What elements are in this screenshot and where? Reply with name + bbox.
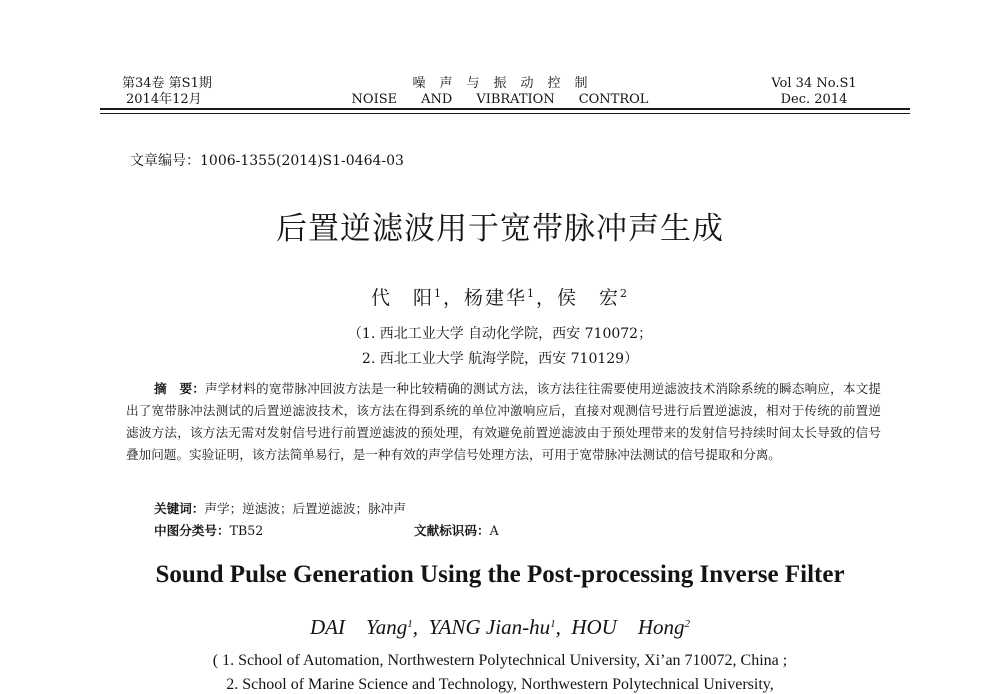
author-name: YANG Jian-hu bbox=[428, 615, 551, 639]
author-affiliation-mark: 1 bbox=[407, 618, 413, 630]
authors-cn: 代 阳$^1$，杨建华$^1$，侯 宏$^2$ bbox=[370, 287, 630, 309]
doc-code-label: 文献标识码： bbox=[414, 523, 490, 538]
clc-value: TB52 bbox=[229, 523, 264, 538]
journal-word: AND bbox=[421, 92, 453, 107]
clc-number bbox=[154, 520, 263, 539]
volume-issue-cn: 第34卷 第S1期 bbox=[122, 76, 212, 91]
journal-volume-cn bbox=[122, 76, 212, 108]
journal-name-en bbox=[300, 92, 700, 108]
keywords-cn bbox=[154, 498, 406, 517]
document-code bbox=[414, 520, 499, 539]
author-name: 代 阳 bbox=[370, 287, 434, 309]
clc-label: 中图分类号： bbox=[154, 523, 230, 538]
author-name: DAI Yang bbox=[309, 615, 408, 639]
author-affiliation-mark: 2 bbox=[620, 287, 630, 300]
keywords-text: 声学；逆滤波；后置逆滤波；脉冲声 bbox=[204, 501, 406, 516]
keywords-label: 关键词： bbox=[154, 501, 205, 516]
paper-title-cn: 后置逆滤波用于宽带脉冲声生成 bbox=[276, 211, 724, 247]
header-rule-thick bbox=[100, 108, 910, 110]
authors-en: DAI Yang$^1$, YANG Jian-$hu^1$, HOU Hong$^2$ bbox=[309, 615, 691, 639]
abstract-text: 声学材料的宽带脉冲回波方法是一种比较精确的测试方法，该方法往往需要使用逆滤波技术消除系统的瞬态响应，本文提出了宽带脉冲法测试的后置逆滤波技术，该方法在得到系统的单位冲激响应后，直接对观测信号进行后置逆滤波，相对于传统的前置逆滤波方法，该方法无需对发射信号进行前置逆滤波的预处理，有效避免前置逆滤波由于预处理带来的发射信号持续时间太长导致的信号叠加问题。实验证明，该方法简单易行，是一种有效的声学信号处理方法，可用于宽带脉冲法测试的信号提取和分离。 bbox=[126, 381, 882, 462]
abstract-cn bbox=[126, 378, 881, 466]
header-rule-thin bbox=[100, 113, 910, 114]
volume-issue-en: Vol 34 No.S1 bbox=[771, 76, 857, 91]
affiliation-en: 2. School of Marine Science and Technology, Northwestern Polytechnical University, bbox=[226, 676, 774, 693]
author-name: 杨建华 bbox=[463, 287, 527, 309]
journal-volume-en bbox=[760, 76, 868, 108]
article-number: 文章编号：1006-1355(2014)S1-0464-03 bbox=[130, 153, 404, 169]
date-en: Dec. 2014 bbox=[780, 92, 848, 107]
journal-name bbox=[300, 76, 700, 108]
journal-word: CONTROL bbox=[578, 92, 649, 107]
doc-code-value: A bbox=[489, 523, 499, 538]
author-name: HOU Hong bbox=[571, 615, 685, 639]
affiliation-cn: （1. 西北工业大学 自动化学院，西安 710072； bbox=[347, 326, 653, 342]
journal-name-cn: 噪声与振动控制 bbox=[412, 76, 602, 91]
author-affiliation-mark: 1 bbox=[527, 287, 536, 300]
date-cn: 2014年12月 bbox=[126, 92, 202, 107]
author-affiliation-mark: 1 bbox=[433, 287, 443, 300]
journal-word: NOISE bbox=[351, 92, 398, 107]
affiliation-cn: 2. 西北工业大学 航海学院，西安 710129） bbox=[361, 351, 639, 367]
affiliation-en: ( 1. School of Automation, Northwestern Polytechnical University, Xi’an 710072, China ; bbox=[212, 652, 788, 669]
author-affiliation-mark: 1 bbox=[550, 618, 556, 630]
author-name: 侯 宏 bbox=[557, 287, 621, 309]
author-affiliation-mark: 2 bbox=[684, 618, 691, 630]
paper-title-en: Sound Pulse Generation Using the Post-processing Inverse Filter bbox=[155, 561, 845, 588]
abstract-label: 摘 要： bbox=[154, 381, 206, 396]
journal-word: VIBRATION bbox=[476, 92, 555, 107]
